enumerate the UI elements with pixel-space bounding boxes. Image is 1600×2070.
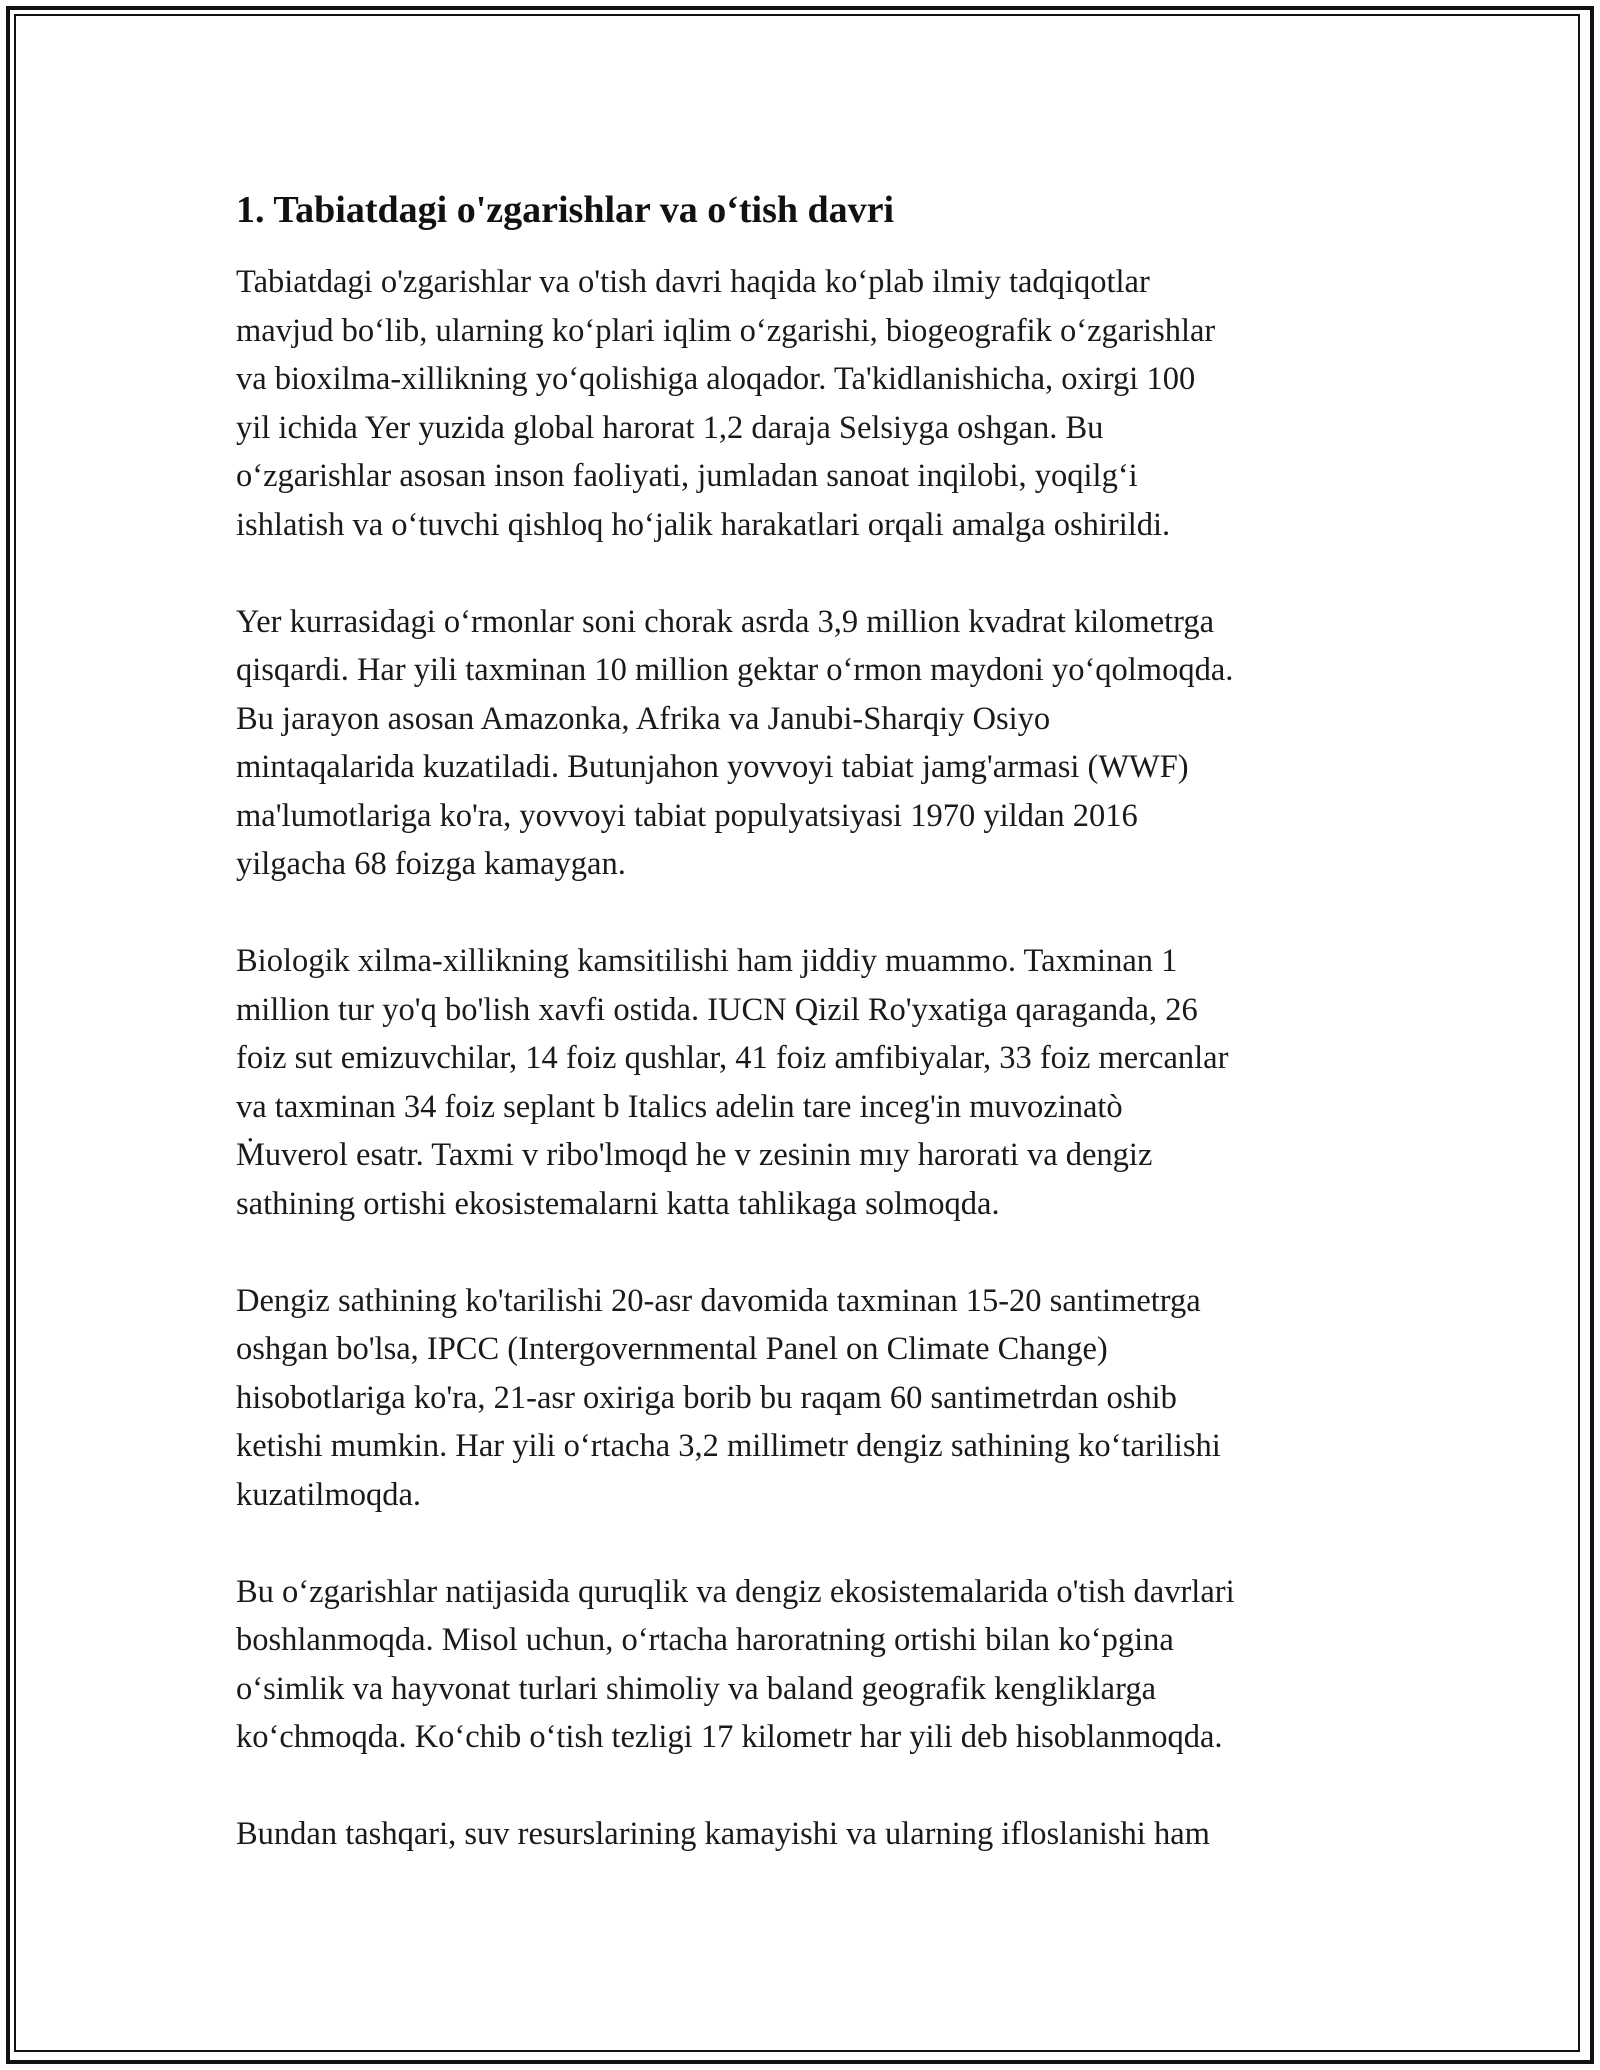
- paragraph-line: yil ichida Yer yuzida global harorat 1,2 daraja Selsiyga oshgan. Bu: [236, 409, 1104, 446]
- paragraph-line: ma'lumotlariga ko'ra, yovvoyi tabiat populyatsiyasi 1970 yildan 2016: [236, 797, 1138, 834]
- paragraph-line: Dengiz sathining ko'tarilishi 20-asr davomida taxminan 15-20 santimetrga: [236, 1282, 1201, 1319]
- paragraph-4: [236, 1277, 1366, 1520]
- paragraph-line: ketishi mumkin. Har yili o‘rtacha 3,2 millimetr dengiz sathining ko‘tarilishi: [236, 1428, 1221, 1464]
- paragraph-line: Yer kurrasidagi o‘rmonlar soni chorak asrda 3,9 million kvadrat kilometrga: [236, 603, 1215, 640]
- paragraph-3: [236, 937, 1366, 1228]
- paragraph-line: qisqardi. Har yili taxminan 10 million gektar o‘rmon maydoni yo‘qolmoqda.: [236, 652, 1234, 688]
- paragraph-line: mavjud bo‘lib, ularning ko‘plari iqlim o‘zgarishi, biogeografik o‘zgarishlar: [236, 312, 1216, 349]
- paragraph-line: mintaqalarida kuzatiladi. Butunjahon yovvoyi tabiat jamg'armasi (WWF): [236, 749, 1189, 785]
- document-body: [236, 186, 1366, 1907]
- section-heading: 1. Tabiatdagi o'zgarishlar va o‘tish davri: [236, 189, 895, 231]
- paragraph-line: Bu o‘zgarishlar natijasida quruqlik va dengiz ekosistemalarida o'tish davrlari: [236, 1573, 1235, 1610]
- paragraph-line: kuzatilmoqda.: [236, 1476, 422, 1513]
- paragraph-line: o‘simlik va hayvonat turlari shimoliy va baland geografik kengliklarga: [236, 1670, 1156, 1707]
- paragraph-2: [236, 598, 1366, 889]
- paragraph-line: foiz sut emizuvchilar, 14 foiz qushlar, 41 foiz amfibiyalar, 33 foiz mercanlar: [236, 1040, 1229, 1076]
- paragraph-line: hisobotlariga ko'ra, 21-asr oxiriga borib bu raqam 60 santimetrdan oshib: [236, 1379, 1177, 1416]
- paragraph-line: boshlanmoqda. Misol uchun, o‘rtacha haroratning ortishi bilan ko‘pgina: [236, 1622, 1174, 1658]
- paragraph-line: Bundan tashqari, suv resurslarining kamayishi va ularning ifloslanishi ham: [236, 1816, 1210, 1852]
- paragraph-line: million tur yo'q bo'lish xavfi ostida. IUCN Qizil Ro'yxatiga qaraganda, 26: [236, 991, 1198, 1028]
- paragraph-1: [236, 258, 1366, 549]
- paragraph-line: o‘zgarishlar asosan inson faoliyati, jumladan sanoat inqilobi, yoqilg‘i: [236, 458, 1138, 494]
- paragraph-line: ko‘chmoqda. Ko‘chib o‘tish tezligi 17 kilometr har yili deb hisoblanmoqda.: [236, 1719, 1223, 1755]
- paragraph-6: [236, 1810, 1366, 1859]
- paragraph-line: Bu jarayon asosan Amazonka, Afrika va Janubi-Sharqiy Osiyo: [236, 700, 1051, 737]
- paragraph-line: oshgan bo'lsa, IPCC (Intergovernmental Panel on Climate Change): [236, 1331, 1108, 1367]
- paragraph-line: Tabiatdagi o'zgarishlar va o'tish davri haqida ko‘plab ilmiy tadqiqotlar: [236, 264, 1150, 300]
- paragraph-line: ishlatish va o‘tuvchi qishloq ho‘jalik harakatlari orqali amalga oshirildi.: [236, 506, 1171, 543]
- paragraph-line: yilgacha 68 foizga kamaygan.: [236, 846, 626, 882]
- paragraph-line: va taxminan 34 foiz seplant b Italics adelin tare inceg'in muvozinatò: [236, 1088, 1123, 1125]
- paragraph-line: sathining ortishi ekosistemalarni katta tahlikaga solmoqda.: [236, 1185, 1000, 1222]
- paragraph-5: [236, 1568, 1366, 1762]
- paragraph-line: Ṁuverol esatr. Taxmi v ribo'lmoqd he v zesinin mıy harorati va dengiz: [236, 1137, 1153, 1173]
- paragraph-line: va bioxilma-xillikning yo‘qolishiga aloqador. Ta'kidlanishicha, oxirgi 100: [236, 361, 1196, 397]
- paragraph-line: Biologik xilma-xillikning kamsitilishi ham jiddiy muammo. Taxminan 1: [236, 943, 1178, 979]
